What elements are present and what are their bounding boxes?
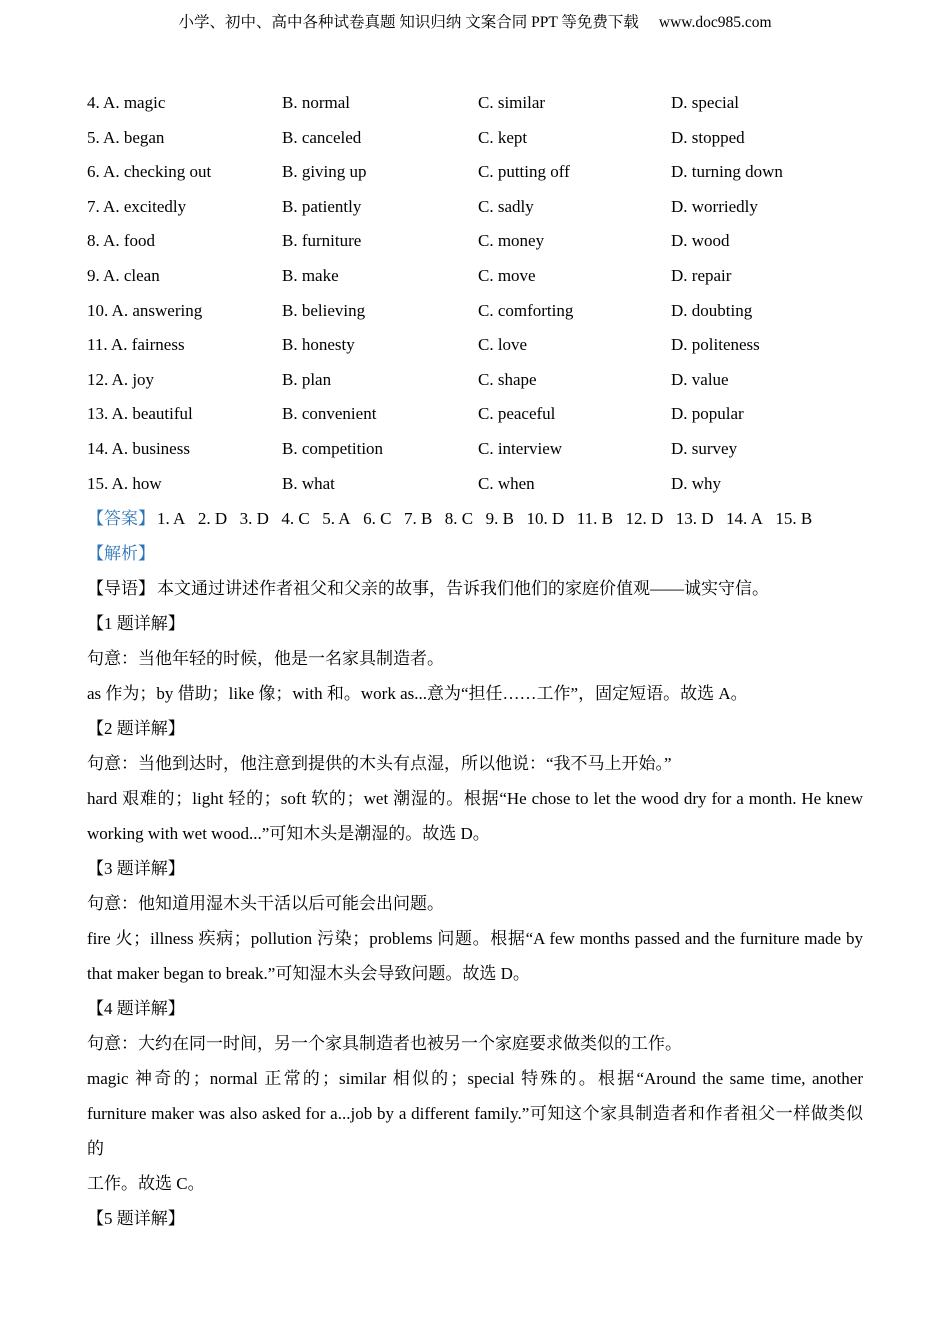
option-row-15 [87, 467, 863, 502]
explanation-line: 句意：当他年轻的时候，他是一名家具制造者。 [87, 649, 444, 669]
option-row-7 [87, 190, 863, 225]
option-c: C. shape [478, 369, 537, 389]
option-c: C. love [478, 335, 528, 355]
explanation-line: 句意：他知道用湿木头干活以后可能会出问题。 [87, 894, 444, 914]
option-d: D. politeness [671, 335, 760, 355]
option-row-10 [87, 294, 863, 329]
option-b: B. believing [282, 300, 366, 320]
answer-item: 1. A [157, 509, 186, 529]
option-c: C. peaceful [478, 404, 556, 424]
option-d: D. stopped [671, 127, 745, 147]
option-a: 12. A. joy [87, 369, 155, 389]
option-c: C. interview [478, 438, 563, 458]
explanation-line: 工作。故选 C。 [87, 1174, 205, 1194]
answer-item: 9. B [485, 509, 514, 529]
option-c: C. putting off [478, 162, 570, 182]
option-d: D. doubting [671, 300, 753, 320]
option-row-6 [87, 155, 863, 190]
page-header [0, 0, 950, 33]
option-c: C. money [478, 231, 545, 251]
explanation-title: 【5 题详解】 [87, 1209, 185, 1229]
explanation-line: as 作为；by 借助；like 像；with 和。work as...意为“担任……工作”，固定短语。故选 A。 [87, 684, 748, 704]
option-a: 6. A. checking out [87, 162, 212, 182]
answer-item: 10. D [526, 509, 565, 529]
option-b: B. convenient [282, 404, 377, 424]
explanation-line: working with wet wood...”可知木头是潮湿的。故选 D。 [87, 824, 490, 844]
option-c: C. sadly [478, 196, 534, 216]
explanation-section-5 [87, 1201, 863, 1236]
options-table [87, 86, 863, 501]
option-a: 11. A. fairness [87, 335, 185, 355]
analysis-heading-line [87, 536, 863, 571]
option-c: C. when [478, 473, 535, 493]
explanation-line: 句意：当他到达时，他注意到提供的木头有点湿，所以他说：“我不马上开始。” [87, 754, 672, 774]
option-a: 13. A. beautiful [87, 404, 193, 424]
option-a: 8. A. food [87, 231, 155, 251]
option-b: B. giving up [282, 162, 367, 182]
option-c: C. move [478, 265, 536, 285]
explanation-title: 【3 题详解】 [87, 859, 185, 879]
answer-item: 4. C [281, 509, 310, 529]
explanation-section-4 [87, 991, 863, 1201]
answer-item: 6. C [363, 509, 392, 529]
option-row-12 [87, 363, 863, 398]
explanation-title: 【4 题详解】 [87, 999, 185, 1019]
answer-item: 5. A [322, 509, 351, 529]
option-row-5 [87, 121, 863, 156]
explanation-section-3 [87, 851, 863, 991]
option-d: D. popular [671, 404, 744, 424]
option-d: D. repair [671, 265, 732, 285]
explanation-title: 【1 题详解】 [87, 614, 185, 634]
option-b: B. competition [282, 438, 384, 458]
explanation-section-2 [87, 711, 863, 851]
answer-item: 12. D [625, 509, 664, 529]
option-d: D. special [671, 93, 739, 112]
explanation-line: hard 艰难的；light 轻的；soft 软的；wet 潮湿的。根据“He chose to let the wood dry for a month. He knew [87, 789, 863, 809]
answers-label: 【答案】 [87, 509, 155, 529]
option-row-9 [87, 259, 863, 294]
option-c: C. similar [478, 93, 546, 112]
option-a: 9. A. clean [87, 265, 160, 285]
option-a: 5. A. began [87, 127, 165, 147]
explanation-line: fire 火；illness 疾病；pollution 污染；problems 问题。根据“A few months passed and the furniture made by [87, 929, 863, 949]
option-b: B. what [282, 473, 335, 493]
answer-item: 2. D [197, 509, 228, 529]
answer-item: 8. C [444, 509, 474, 529]
option-d: D. value [671, 369, 729, 389]
explanation-line: that maker began to break.”可知湿木头会导致问题。故选 D。 [87, 964, 530, 984]
answer-item: 3. D [239, 509, 269, 529]
option-a: 4. A. magic [87, 93, 166, 112]
option-row-14 [87, 432, 863, 467]
option-row-11 [87, 328, 863, 363]
explanation-line: furniture maker was also asked for a...job by a different family.”可知这个家具制造者和作者祖父一样做类似的 [87, 1104, 863, 1159]
explanation-line: magic 神奇的；normal 正常的；similar 相似的；special 特殊的。根据“Around the same time, another [87, 1069, 863, 1089]
option-a: 14. A. business [87, 438, 190, 458]
option-b: B. patiently [282, 196, 362, 216]
option-d: D. wood [671, 231, 730, 251]
answer-key-line [87, 501, 863, 536]
option-b: B. honesty [282, 335, 355, 355]
option-d: D. survey [671, 438, 738, 458]
option-c: C. kept [478, 127, 528, 147]
option-a: 10. A. answering [87, 300, 203, 320]
option-d: D. turning down [671, 162, 783, 182]
option-b: B. plan [282, 369, 332, 389]
option-d: D. worriedly [671, 196, 758, 216]
analysis-label: 【解析】 [87, 544, 155, 564]
lead-line [87, 571, 863, 606]
answer-item: 14. A [726, 509, 763, 529]
option-row-4 [87, 86, 863, 121]
lead-text: 本文通过讲述作者祖父和父亲的故事，告诉我们他们的家庭价值观——诚实守信。 [157, 579, 769, 599]
option-b: B. normal [282, 93, 350, 112]
explanation-section-1 [87, 606, 863, 711]
explanation-title: 【2 题详解】 [87, 719, 185, 739]
answer-item: 15. B [775, 509, 813, 529]
option-c: C. comforting [478, 300, 574, 320]
option-d: D. why [671, 473, 722, 493]
document-content [87, 86, 863, 1236]
header-site-url: www.doc985.com [658, 14, 772, 31]
explanation-line: 句意：大约在同一时间，另一个家具制造者也被另一个家庭要求做类似的工作。 [87, 1034, 682, 1054]
option-a: 7. A. excitedly [87, 196, 187, 216]
option-b: B. canceled [282, 127, 362, 147]
lead-label: 【导语】 [87, 579, 155, 599]
option-a: 15. A. how [87, 473, 162, 493]
option-row-8 [87, 224, 863, 259]
option-b: B. make [282, 265, 339, 285]
answer-item: 11. B [576, 509, 613, 529]
answer-item: 7. B [403, 509, 433, 529]
option-row-13 [87, 397, 863, 432]
option-b: B. furniture [282, 231, 362, 251]
answer-item: 13. D [675, 509, 714, 529]
header-promo-text: 小学、初中、高中各种试卷真题 知识归纳 文案合同 PPT 等免费下载 [178, 14, 639, 31]
